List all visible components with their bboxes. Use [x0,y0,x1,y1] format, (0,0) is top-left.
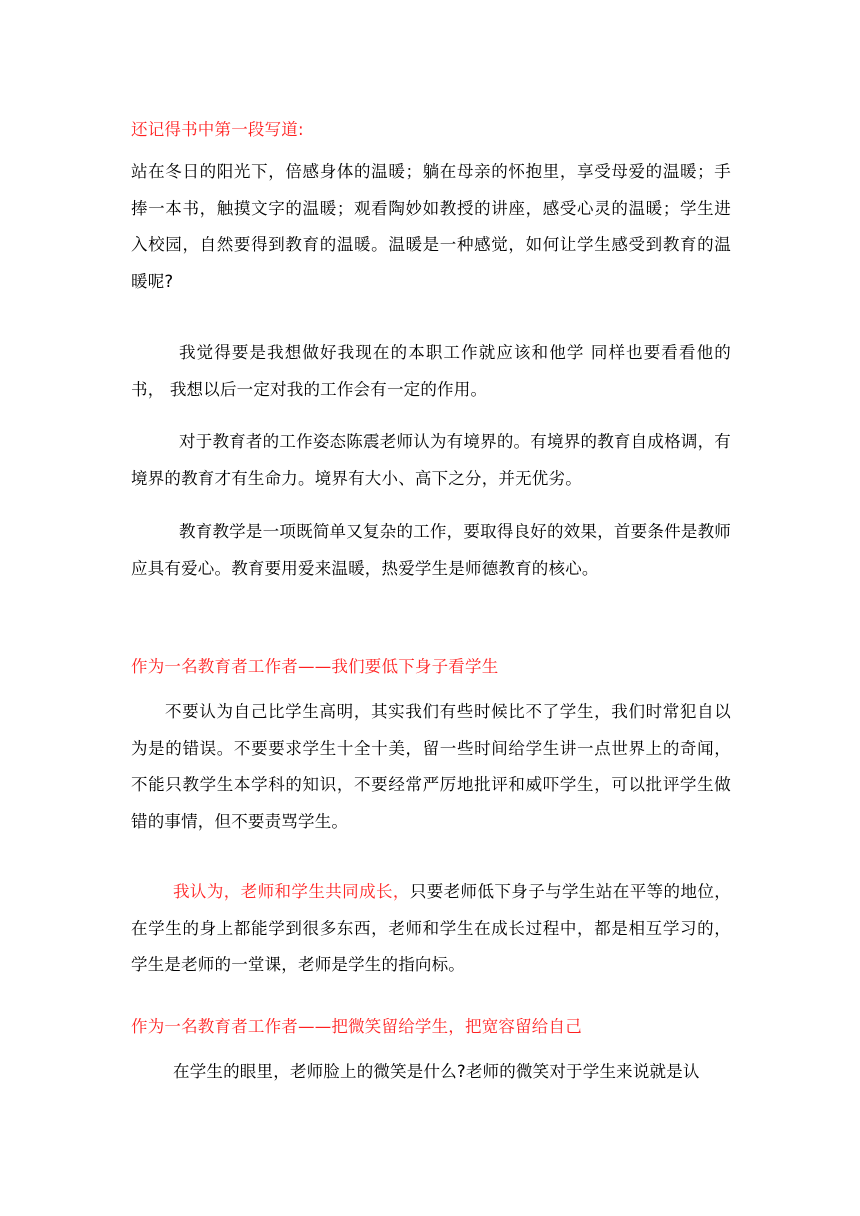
paragraph-education-realm: 对于教育者的工作姿态陈震老师认为有境界的。有境界的教育自成格调，有境界的教育才有生命力。境界有大小、高下之分，并无优劣。 [131,432,731,488]
paragraph-grow-together-body: 只要老师低下身子与学生站在平等的地位，在学生的身上都能学到很多东西，老师和学生在成长过程中，都是相互学习的，学生是老师的一堂课，老师是学生的指向标。 [131,882,731,974]
section-heading-book-quote: 还记得书中第一段写道: [131,120,304,139]
paragraph-my-thoughts: 我觉得要是我想做好我现在的本职工作就应该和他学 同样也要看看他的书， 我想以后一定对我的工作会有一定的作用。 [131,343,731,399]
section-heading-smile-and-tolerance: 作为一名教育者工作者——把微笑留给学生，把宽容留给自己 [131,1017,582,1036]
paragraph-warmth-intro: 站在冬日的阳光下，倍感身体的温暖；躺在母亲的怀抱里，享受母爱的温暖；手捧一本书，触摸文字的温暖；观看陶妙如教授的讲座，感受心灵的温暖；学生进入校园，自然要得到教育的温暖。温暖是一种感觉，如何让学生感受到教育的温暖呢? [131,162,731,291]
highlight-grow-together: 我认为，老师和学生共同成长， [173,882,410,901]
paragraph-grow-together [131,874,731,984]
paragraph-love-in-teaching: 教育教学是一项既简单又复杂的工作，要取得良好的效果，首要条件是教师应具有爱心。教育要用爱来温暖，热爱学生是师德教育的核心。 [131,522,731,578]
section-heading-lower-yourself: 作为一名教育者工作者——我们要低下身子看学生 [131,657,499,676]
paragraph-do-not-think-superior: 不要认为自己比学生高明，其实我们有些时候比不了学生，我们时常犯自以为是的错误。不要要求学生十全十美，留一些时间给学生讲一点世界上的奇闻，不能只教学生本学科的知识，不要经常严厉地批评和威吓学生，可以批评学生做错的事情，但不要责骂学生。 [131,702,731,831]
paragraph-teacher-smile: 在学生的眼里，老师脸上的微笑是什么?老师的微笑对于学生来说就是认 [173,1062,700,1081]
